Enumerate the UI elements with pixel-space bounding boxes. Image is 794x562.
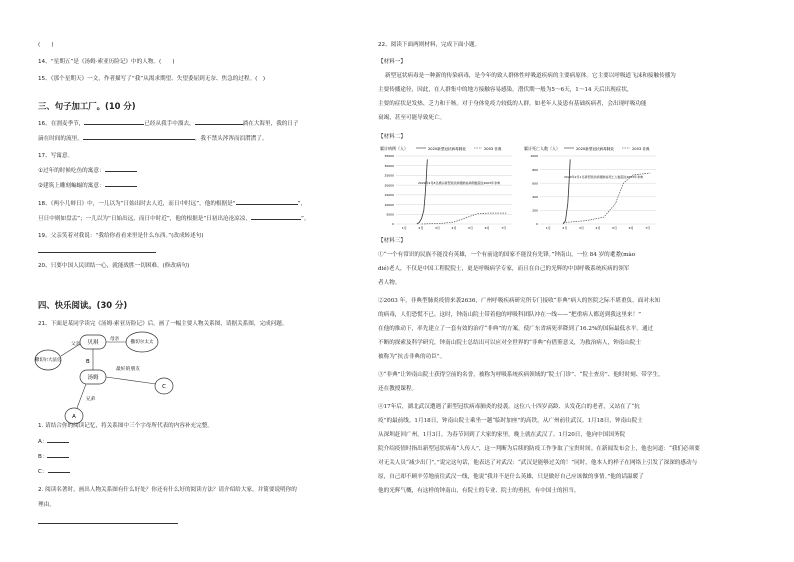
cases-legend-a: 2020新型冠状病毒肺炎: [428, 147, 466, 151]
section-4-heading: 四、快乐阅读。(30 分): [38, 300, 128, 310]
q13-answer-parens: ( ): [38, 42, 54, 48]
answer-b-label: B：: [38, 454, 48, 460]
passage-2-line-5: 被称为“抗击非典的功臣”。: [378, 354, 446, 360]
passage-4-line-5: 对无关人员“减少出门”。”说完这句话，他表达了对武汉：“武汉是能够过关的！”同时，他本人的样子在网络上引发了深深的感动与: [378, 460, 698, 466]
passage-2-line-1: ②2003 年，非典型肺炎疫情来袭2636，广州呼吸疾病研究所专门接收“非典”病人的医院之际不堪重负。面对未知: [378, 298, 661, 304]
q21-2-answer-line[interactable]: [38, 523, 178, 524]
y-tick-label: 5000: [386, 212, 394, 217]
y-tick-label: 20000: [384, 183, 394, 188]
q16-part-a: 16、在割麦季节，: [38, 121, 85, 127]
cases-chart-grid: [396, 156, 512, 224]
question-21-2-line1: 2. 阅读名著时，画出人物关系图有什么好处？你还有什么好的阅读方法？请介绍给大家，并简要说明你的: [38, 487, 297, 493]
passage-3-line-1: ③“非典”让钟南山院士获得空前的名誉，被称为呼吸系统疾病领域的“院士门诊”、“院士查房”、他时时刻、带学生，: [378, 372, 664, 378]
deaths-series-2020: [563, 159, 570, 224]
node-a-label: A: [72, 414, 76, 420]
x-tick-label: 7月: [501, 226, 507, 230]
passage-4-line-2: 疫”的最前线。1月18日，钟南山院士乘坐一趟“临时加座”的高铁，从广州前往武汉。1月18日，钟南山院士: [378, 418, 643, 424]
q16-blank-3[interactable]: [83, 139, 195, 140]
q17-blank-2[interactable]: [105, 186, 137, 187]
deaths-legend-b: 2003 非典: [632, 147, 650, 151]
x-tick-label: 5月: [468, 226, 474, 230]
question-17-item-1: [38, 168, 137, 175]
passage-2-line-4: 不断的探索及科学研究，钟南山院士总结出可以应对全世界的“非典”有借鉴意义，为救治病人，钟南山院士: [378, 340, 642, 346]
passage-1-line-1: ①“一个有常识的民族不能没有英雄，一个有前途的国家不能没有先锋。”钟南山，一位 84 岁的耄耋(mào: [378, 252, 636, 258]
cases-chart-svg: [378, 144, 518, 234]
q18-part-c: 旦日中则如盘盂”；一儿以为“日始出远，而日中时近”，他的根据是“日初出沧沧凉凉，: [38, 216, 251, 222]
material-1-line-3: 主要的症状是发热、乏力和干咳。对于身体免疫力较低的人群，如老年人及患有基础疾病者，会出现呼吸功能: [378, 101, 647, 107]
material-3-title: 【材料三】: [378, 238, 406, 244]
node-c-label: C: [162, 384, 166, 390]
father-edge-label: 父亲: [71, 342, 81, 347]
x-tick-label: 4月: [595, 226, 601, 230]
q18-part-a: 18、《两小儿辩日》中，一儿以为“日始出时去人近，而日中时远”，他的根据是“: [38, 201, 236, 207]
answer-b: [38, 454, 69, 461]
question-15: 15、《那个星期天》一文，作者描写了“我”从渴求期望、失望委屈到无奈、焦急的过程。( ): [38, 76, 266, 82]
passage-1-line-3: 者人物。: [378, 280, 401, 286]
passage-2-line-3: 在他的推动下，率先建立了一套有效的治疗“非典”的方案，使广东省病死率降到了16.2%的国际最低水平。通过: [378, 326, 654, 332]
y-tick-label: 0: [392, 222, 394, 227]
x-tick-label: 6月: [484, 226, 490, 230]
passage-4-line-6: 原，自己却不顾辛劳地前往武汉一线，他说“我并不是什么英雄，只是做好自己应该做的事情。”他的话温暖了: [378, 474, 644, 480]
question-18-line1: [38, 201, 306, 208]
q18-part-b: ”，: [297, 201, 307, 207]
x-tick-label: 7月: [645, 226, 651, 230]
question-16-line2: [38, 136, 268, 143]
deaths-chart-title: 累计死亡人数（人）: [524, 146, 560, 151]
question-21: 21、下面是某同学读完《汤姆·索亚历险记》后，画了一幅主要人物关系图，请据关系图，完成问题。: [38, 321, 288, 327]
material-1-line-2: 主要传播途径，因此，在人群集中的地方接触容易感染。潜伏期一般为5～6天，1～14 天后出现症状，: [378, 87, 633, 93]
question-20: 20、只要中国人民团结一心，就能战胜一切困难。(修改病句): [38, 263, 190, 269]
q19-answer-line[interactable]: [38, 252, 156, 253]
right-column: [378, 0, 764, 562]
becky-label: 贝琪: [87, 340, 99, 346]
x-tick-label: 5月: [612, 226, 618, 230]
passage-2-line-2: 的病毒，人们恐慌不已。这时，钟南山院士带着他的呼吸科团队冲在一线——“把重病人都送到我这里来！”: [378, 312, 642, 318]
q16-part-e: 。我不禁头涔涔而泪潸潸了。: [194, 136, 268, 142]
q18-blank-1[interactable]: [236, 204, 298, 205]
y-tick-label: 200: [532, 208, 538, 213]
x-tick-label: 3月: [434, 226, 440, 230]
best-friend-label: 最好的朋友: [116, 367, 140, 372]
material-1-title: 【材料一】: [378, 59, 406, 65]
q16-part-d: 滴在时间的流里，: [38, 136, 83, 142]
y-tick-label: 600: [532, 181, 538, 186]
left-column: [34, 0, 362, 562]
answer-c-label: C：: [38, 469, 48, 475]
deaths-series-2003: [563, 173, 650, 223]
cases-legend-b: 2003 非典: [484, 147, 502, 151]
deaths-chart-grid: [540, 156, 656, 224]
deaths-chart-annotation: 2020年2月1日新型冠状病毒肺炎死亡人数超过2003年非典: [564, 175, 644, 179]
deaths-legend-a: 2020新型冠状病毒肺炎: [576, 147, 614, 151]
question-17-item-2: [38, 183, 137, 190]
sibling-edge: [77, 384, 86, 408]
cases-series-2003: [422, 213, 507, 224]
material-2-title: 【材料二】: [378, 134, 406, 140]
x-tick-label: 2月: [562, 226, 568, 230]
deaths-chart-svg: [522, 144, 662, 234]
tom-label: 汤姆: [87, 375, 99, 381]
y-tick-label: 800: [532, 167, 538, 172]
node-b-label: B: [86, 359, 90, 365]
question-14: 14、“星期五”是《汤姆·索亚历险记》中的人物。( ): [38, 59, 175, 65]
question-18-line2: [38, 216, 309, 223]
friend-edge: [106, 377, 156, 384]
mother-edge-label: 母亲: [110, 337, 120, 342]
x-tick-label: 6月: [628, 226, 634, 230]
q18-blank-2[interactable]: [251, 219, 301, 220]
question-22: 22、阅读下面两则材料，完成下面小题。: [378, 42, 481, 48]
y-tick-label: 1000: [530, 154, 538, 159]
answer-a-blank[interactable]: [47, 442, 69, 443]
material-1-line-4: 衰竭，甚至可能导致死亡。: [378, 115, 446, 121]
y-tick-label: 400: [532, 195, 538, 199]
mrs-thatcher-label: 撒切尔太太: [130, 340, 154, 345]
x-tick-label: 4月: [451, 226, 457, 230]
judge-label: 撒切尔大法官: [34, 358, 62, 363]
cumulative-cases-chart: [378, 144, 518, 234]
cases-chart-title: 累计病例（人）: [380, 146, 408, 151]
q17-blank-1[interactable]: [105, 171, 137, 172]
y-tick-label: 0: [536, 222, 538, 227]
answer-a-label: A：: [38, 439, 48, 445]
y-tick-label: 30000: [384, 163, 394, 168]
cases-chart-annotation: 2020年2月8日确诊新型冠状病毒肺炎病例数超过2003年非典: [418, 181, 501, 185]
answer-b-blank[interactable]: [47, 457, 69, 458]
x-tick-label: 1月: [401, 226, 407, 230]
passage-4-line-1: ④17年后，湖北武汉遭遇了新型冠状病毒肺炎的侵袭。这位八十四岁高龄、头发花白的老者，又站在了“抗: [378, 404, 640, 410]
q17-item-1-text: ①过年的时候吃鱼的寓意：: [38, 168, 105, 174]
passage-4-line-4: 院介绍疫情时指出新型冠状病毒“人传人”，这一判断为后续的防疫工作争取了宝贵时间。在新闻发布会上，他也问道：“我们必须要: [378, 446, 700, 452]
question-17: 17、写寓意。: [38, 153, 74, 159]
passage-3-line-2: 还在教授课程。: [378, 386, 418, 392]
y-tick-label: 25000: [384, 173, 394, 178]
q17-item-2-text: ②建筑上雕刻蝙蝠的寓意：: [38, 183, 105, 189]
q16-part-c: 淌在大海里，我的日子: [242, 121, 299, 127]
x-tick-label: 2月: [418, 226, 424, 230]
passage-1-line-2: dié)老人，不仅是中国工程院院士，更是呼吸病学专家，而且在自己的光辉的中国呼吸系统疾病的领军: [378, 266, 630, 272]
deaths-chart-ticks: [530, 154, 650, 230]
cumulative-deaths-chart: [522, 144, 662, 234]
x-tick-label: 1月: [545, 226, 551, 230]
question-16-line1: [38, 121, 299, 128]
passage-4-line-3: 从深圳赶回广州，1月3日，为春节回到了大家的家里，晚上就在武汉了。1月20日，他向中国国务院: [378, 432, 626, 438]
answer-a: [38, 439, 69, 446]
question-21-1: 1. 请结合你的阅读记忆，将关系图中三个字母所代表的内容补充完整。: [38, 423, 213, 429]
passage-4-line-7: 他的光辉气概，有这样的钟南山，有院士的专业、院士的勇担，有中国士的担当。: [378, 488, 580, 494]
material-1-line-1: 新型冠状病毒是一种新的传染病毒，是今年的致人群体性呼吸道疾病的主要病原体。它主要以呼吸道飞沫和接触传播为: [385, 73, 676, 79]
answer-c-blank[interactable]: [48, 472, 70, 473]
q18-part-d: ”。: [300, 216, 310, 222]
q16-part-b: 已经从我手中溜去，: [144, 121, 195, 127]
x-tick-label: 3月: [578, 226, 584, 230]
question-21-2-line2: 理由。: [38, 502, 55, 508]
section-3-heading: 三、句子加工厂。(10 分): [38, 101, 136, 111]
question-19: 19、父亲笑着对我说：“我给你看看来里是什么东西。”(改成转述句): [38, 233, 204, 239]
y-tick-label: 10000: [384, 202, 394, 207]
q16-blank-1[interactable]: [84, 124, 144, 125]
answer-c: [38, 469, 70, 476]
y-tick-label: 15000: [384, 193, 394, 198]
y-tick-label: 35000: [384, 154, 394, 159]
q16-blank-2[interactable]: [195, 124, 243, 125]
sibling-edge-label: 兄弟: [86, 397, 96, 402]
